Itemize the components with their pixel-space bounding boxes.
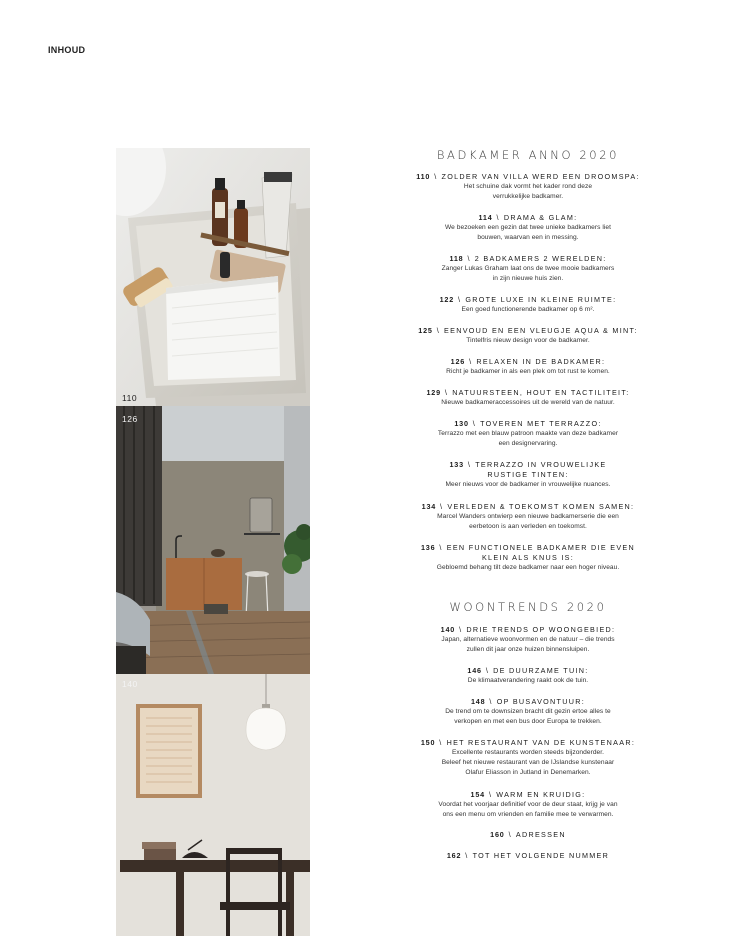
toc-entry-description: een designervaring. (498, 440, 558, 447)
toc-entry-title: HET RESTAURANT VAN DE KUNSTENAAR: (446, 738, 636, 747)
toc-entry-description: bouwen, waarvan een in messing. (477, 234, 579, 241)
photo-page-number: 140 (122, 679, 138, 689)
toc-entry-description: Het schuine dak vormt het kader rond deze (463, 183, 593, 190)
toc-page-number: 118 (449, 254, 464, 263)
toc-entry-heading (410, 326, 646, 336)
toc-page-number: 154 (470, 790, 485, 799)
toc-entry-title: WARM EN KRUIDIG: (496, 790, 586, 799)
backslash-separator-icon: \ (508, 830, 512, 839)
toc-page-number: 150 (420, 738, 436, 747)
toc-entry[interactable] (410, 172, 646, 202)
toc-entry-description: Gebloemd behang tilt deze badkamer naar een hoger niveau. (436, 564, 620, 571)
toc-entry-description: zullen dit jaar onze huizen binnensluipen. (466, 646, 590, 653)
photo-bathroom-interior (116, 406, 310, 674)
backslash-separator-icon: \ (436, 326, 441, 335)
toc-page-number: 114 (478, 213, 493, 222)
toc-entry-heading (410, 295, 646, 305)
toc-entry-title: RELAXEN IN DE BADKAMER: (476, 357, 606, 366)
dining-room-illustration (116, 674, 310, 936)
backslash-separator-icon: \ (496, 213, 500, 222)
backslash-separator-icon: \ (488, 790, 493, 799)
toc-page-number: 146 (467, 666, 482, 675)
toc-entry-description: Terrazzo met een blauw patroon maakte van deze badkamer (437, 430, 619, 437)
toc-entry-description: Richt je badkamer in als een plek om tot rust te komen. (446, 368, 610, 375)
toc-entry-title: EEN FUNCTIONELE BADKAMER DIE EVEN (446, 543, 635, 552)
toc-entry[interactable] (410, 419, 646, 449)
toc-entry-heading (410, 830, 646, 840)
backslash-separator-icon: \ (439, 543, 443, 552)
toc-entry-heading (410, 254, 646, 264)
toc-entry-heading (410, 419, 646, 429)
backslash-separator-icon: \ (434, 172, 438, 181)
toc-entry-title-continued: RUSTIGE TINTEN: (487, 470, 569, 479)
toc-entry-heading (410, 697, 646, 707)
toc-entry-description: Marcel Wanders ontwierp een nieuwe badkamerserie die een (437, 513, 619, 520)
toc-entry[interactable] (410, 502, 646, 532)
bath-amenities-illustration (116, 148, 310, 406)
toc-entry-heading (410, 460, 646, 470)
toc-entry-heading (410, 625, 646, 635)
toc-entry[interactable] (410, 388, 646, 408)
toc-entry-heading (410, 666, 646, 676)
photo-page-number: 110 (122, 393, 138, 403)
toc-entry-heading (410, 502, 646, 512)
toc-entry-description: verkopen en met een bus door Europa te trekken. (454, 718, 602, 725)
toc-entry-heading (410, 851, 646, 861)
toc-page-number: 133 (449, 460, 464, 469)
toc-entry-description: Tintelfris nieuw design voor de badkamer. (466, 337, 590, 344)
toc-entry-title: ZOLDER VAN VILLA WERD EEN DROOMSPA: (441, 172, 640, 181)
toc-entry[interactable] (410, 213, 646, 243)
toc-entry-title: DRAMA & GLAM: (503, 213, 578, 222)
toc-entry[interactable] (410, 295, 646, 315)
toc-entry-heading (410, 543, 646, 553)
toc-entry-title: VERLEDEN & TOEKOMST KOMEN SAMEN: (447, 502, 635, 511)
toc-entry[interactable] (410, 790, 646, 820)
toc-entry-description: Olafur Eliasson in Jutland in Denemarken. (465, 769, 591, 776)
toc-entry[interactable] (410, 460, 646, 490)
toc-entry[interactable] (410, 326, 646, 346)
backslash-separator-icon: \ (467, 254, 471, 263)
toc-entry[interactable] (410, 830, 646, 840)
toc-entry-title: TERRAZZO IN VROUWELIJKE (475, 460, 607, 469)
toc-entry-description: De trend om te downsizen bracht dit gezin ertoe alles te (445, 708, 611, 715)
backslash-separator-icon: \ (459, 625, 463, 634)
toc-entry-heading (410, 213, 646, 223)
toc-page-number: 162 (446, 851, 462, 860)
toc-entry-title: 2 BADKAMERS 2 WERELDEN: (474, 254, 607, 263)
toc-entry[interactable] (410, 851, 646, 861)
toc-page-number: 134 (421, 502, 437, 511)
toc-entry-title: DE DUURZAME TUIN: (493, 666, 589, 675)
backslash-separator-icon: \ (485, 666, 490, 675)
toc-entry-description: Beleef het nieuwe restaurant van de IJslandse kunstenaar (441, 759, 615, 766)
toc-entry[interactable] (410, 738, 646, 778)
toc-entry-title: EENVOUD EN EEN VLEUGJE AQUA & MINT: (444, 326, 638, 335)
toc-entry[interactable] (410, 543, 646, 573)
toc-page-number: 148 (470, 697, 486, 706)
toc-entry-description: Voordat het voorjaar definitief voor de deur staat, krijg je van (438, 801, 618, 808)
toc-page-number: 110 (416, 172, 431, 181)
toc-entry[interactable] (410, 625, 646, 655)
toc-entry-description: De klimaatverandering raakt ook de tuin. (467, 677, 589, 684)
toc-entry-title: NATUURSTEEN, HOUT EN TACTILITEIT: (452, 388, 630, 397)
toc-entry-description: eerbetoon is aan verleden en toekomst. (469, 523, 587, 530)
toc-entry-description: in zijn nieuwe huis zien. (492, 275, 564, 282)
toc-entry-description: Zanger Lukas Graham laat ons de twee mooie badkamers (441, 265, 615, 272)
toc-page-number: 122 (439, 295, 455, 304)
photo-page-number: 126 (122, 414, 138, 424)
backslash-separator-icon: \ (489, 697, 493, 706)
toc-entry-title-continued: KLEIN ALS KNUS IS: (481, 553, 575, 562)
toc-page-number: 160 (490, 830, 505, 839)
toc-entry-heading (410, 172, 646, 182)
toc-entry-title: TOT HET VOLGENDE NUMMER (472, 851, 610, 860)
backslash-separator-icon: \ (440, 502, 444, 511)
toc-entry[interactable] (410, 357, 646, 377)
toc-entry-heading (410, 357, 646, 367)
backslash-separator-icon: \ (467, 460, 472, 469)
toc-entry-description: We bezoeken een gezin dat twee unieke badkamers liet (445, 224, 611, 231)
backslash-separator-icon: \ (465, 851, 469, 860)
photo-dining-room (116, 674, 310, 936)
toc-page-number: 140 (440, 625, 456, 634)
backslash-separator-icon: \ (444, 388, 449, 397)
toc-entry-title: GROTE LUXE IN KLEINE RUIMTE: (465, 295, 617, 304)
toc-page-number: 136 (421, 543, 436, 552)
toc-entry-title: TOVEREN MET TERRAZZO: (480, 419, 602, 428)
toc-entry[interactable] (410, 697, 646, 727)
section-title: BADKAMER ANNO 2020 (436, 148, 620, 162)
toc-page-number: 129 (426, 388, 441, 397)
toc-entry-description: ons een menu om vrienden en familie mee te verwarmen. (442, 811, 614, 818)
toc-entry-description: Excellente restaurants worden steeds bijzonderder. (451, 749, 605, 756)
toc-page-number: 125 (418, 326, 433, 335)
toc-entry-description: verrukkelijke badkamer. (492, 193, 564, 200)
toc-entry-title: OP BUSAVONTUUR: (496, 697, 586, 706)
toc-entry-description: Nieuwe badkameraccessoires uit de wereld van de natuur. (441, 399, 615, 406)
section-title: WOONTRENDS 2020 (449, 600, 607, 614)
toc-entry-heading (410, 790, 646, 800)
toc-entry[interactable] (410, 666, 646, 686)
backslash-separator-icon: \ (458, 295, 462, 304)
toc-entry-title: ADRESSEN (515, 830, 566, 839)
toc-entry[interactable] (410, 254, 646, 284)
toc-entry-title: DRIE TRENDS OP WOONGEBIED: (466, 625, 616, 634)
photo-bath-amenities (116, 148, 310, 406)
toc-entry-heading (410, 388, 646, 398)
page-section-label: INHOUD (48, 45, 86, 55)
backslash-separator-icon: \ (439, 738, 443, 747)
toc-entry-description: Meer nieuws voor de badkamer in vrouwelijke nuances. (445, 481, 611, 488)
backslash-separator-icon: \ (472, 419, 477, 428)
table-of-contents (410, 0, 646, 936)
toc-page-number: 130 (454, 419, 469, 428)
backslash-separator-icon: \ (469, 357, 473, 366)
toc-entry-heading (410, 738, 646, 748)
toc-page-number: 126 (450, 357, 466, 366)
bathroom-interior-illustration (116, 406, 310, 674)
toc-entry-description: Japan, alternatieve woonvormen en de natuur – die trends (441, 636, 615, 643)
toc-entry-description: Een goed functionerende badkamer op 6 m². (461, 306, 595, 313)
